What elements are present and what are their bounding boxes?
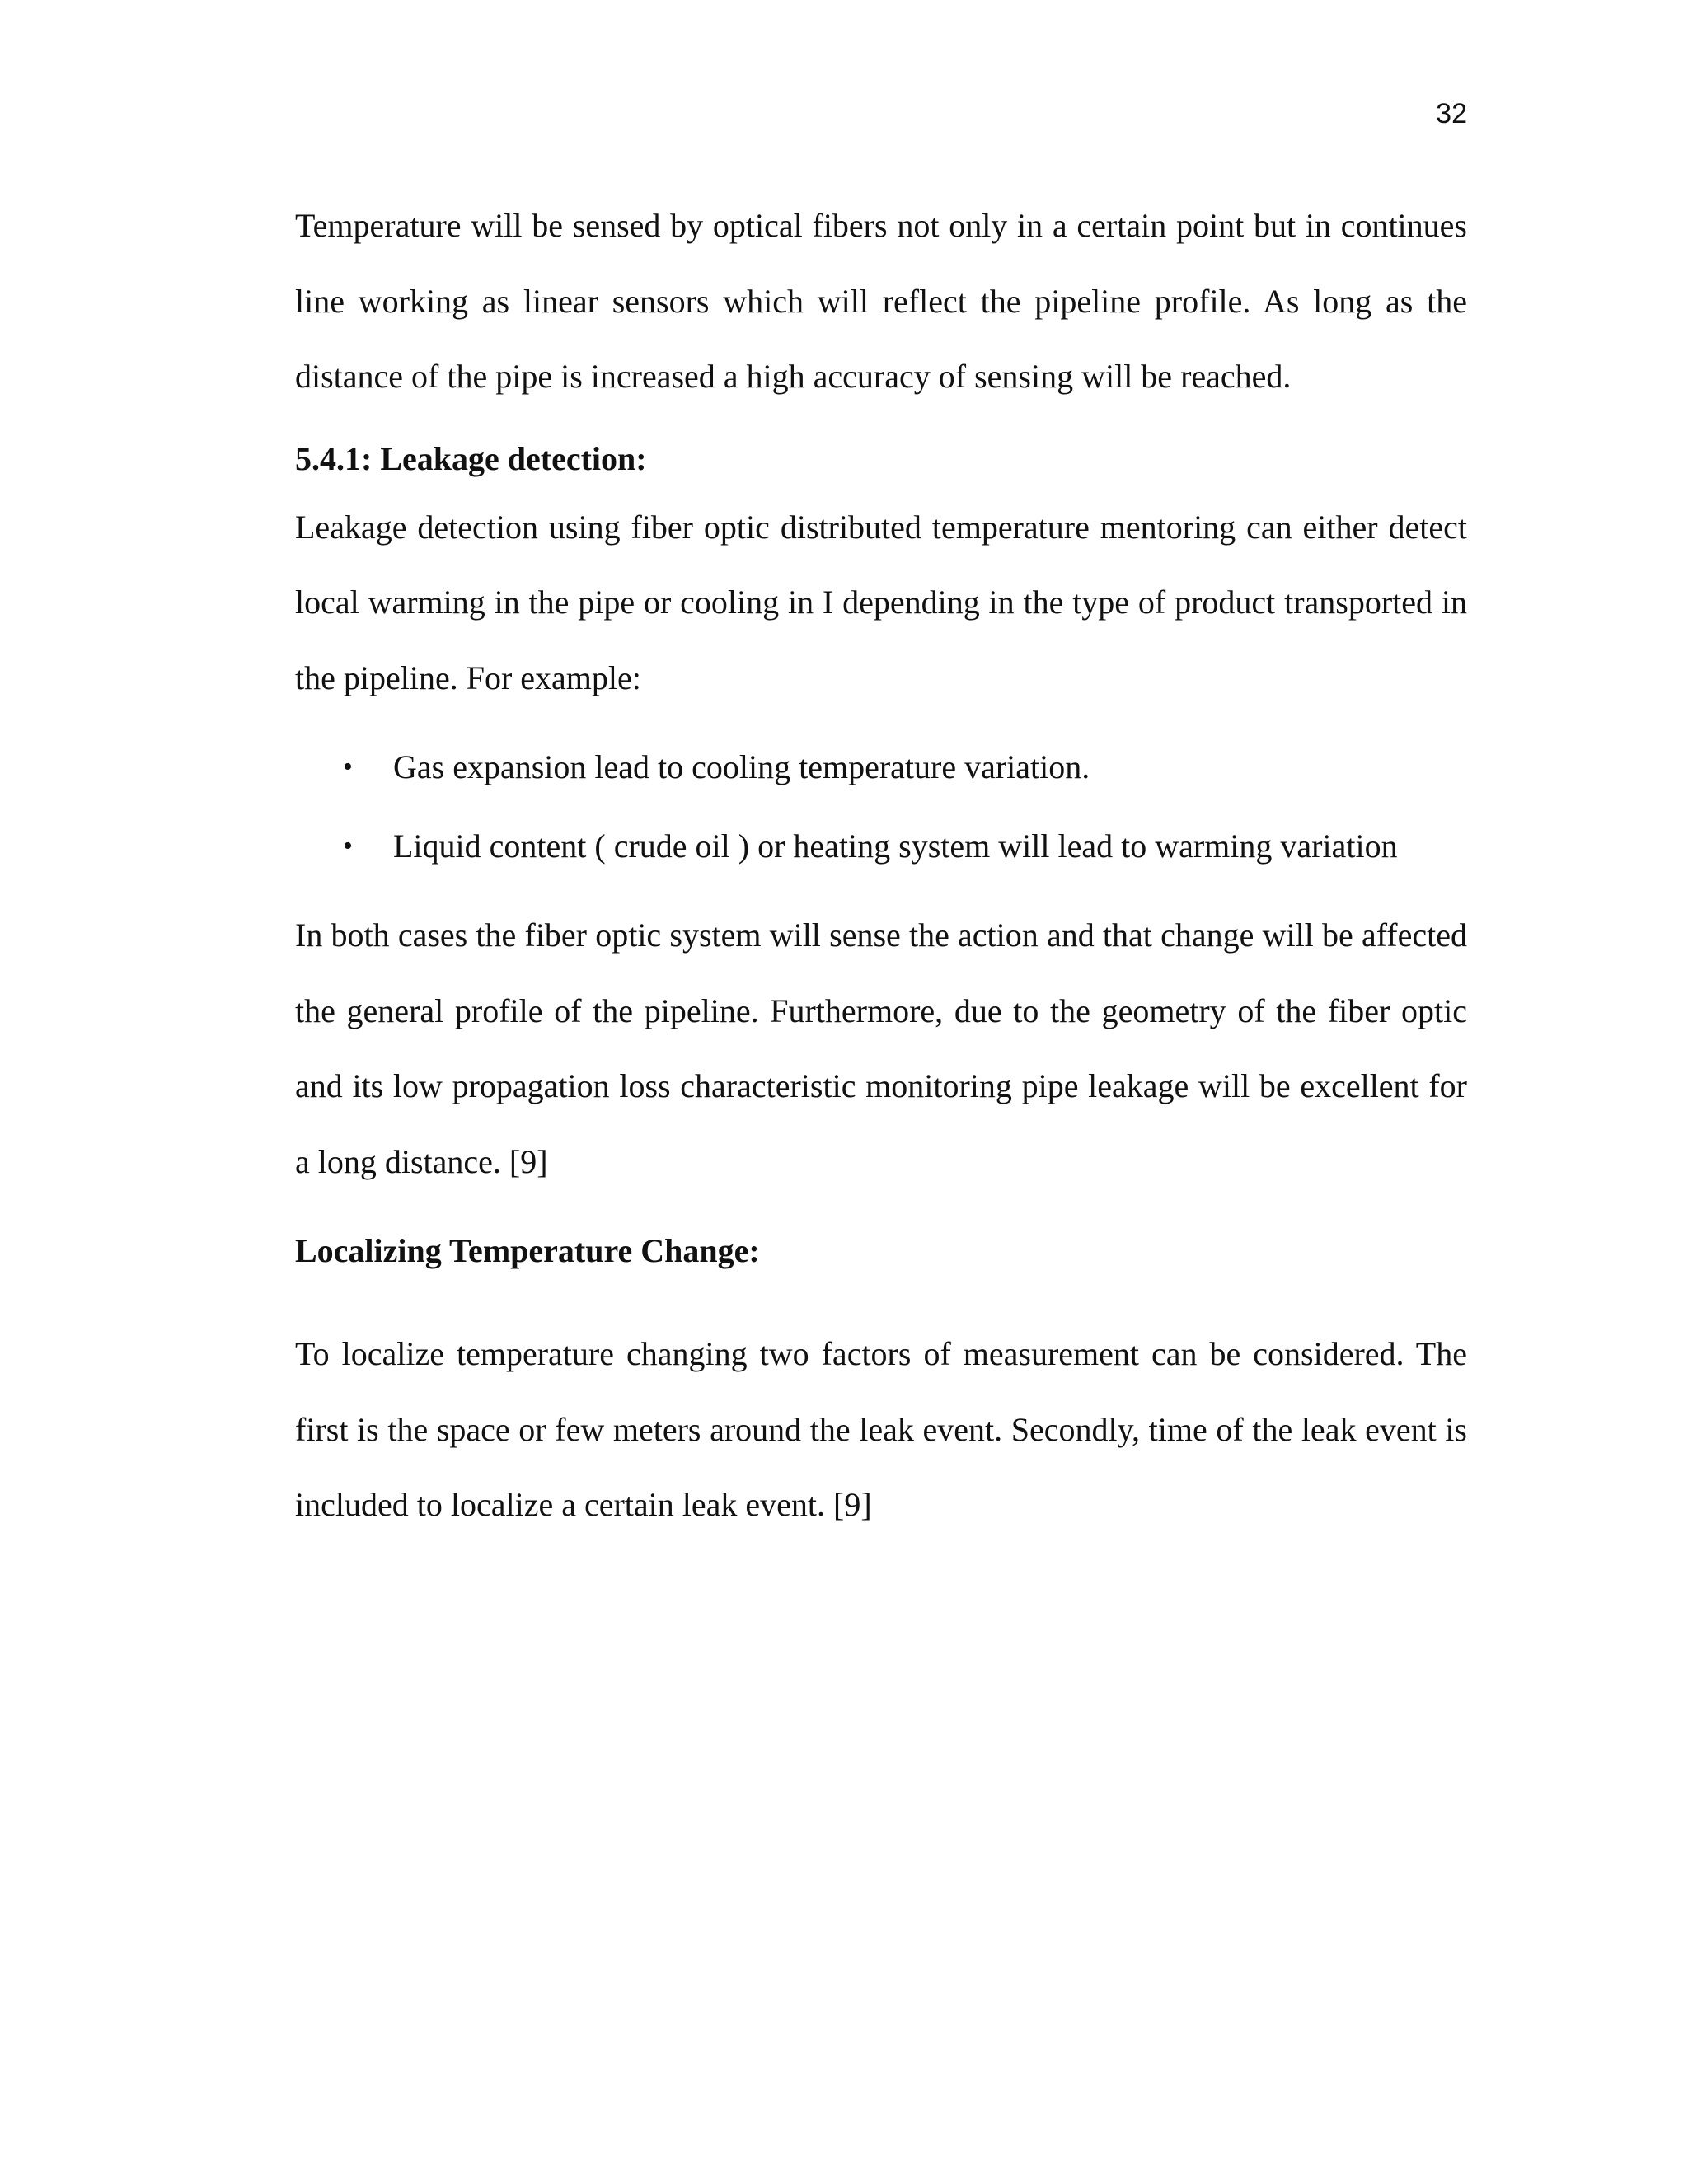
section-heading-leakage-detection: 5.4.1: Leakage detection: (295, 439, 647, 477)
bullet-text: Gas expansion lead to cooling temperature variation. (393, 748, 1090, 785)
bullet-text: Liquid content ( crude oil ) or heating system will lead to warming variation (393, 827, 1398, 865)
page-content (295, 188, 1467, 1543)
leakage-intro-paragraph: Leakage detection using fiber optic distributed temperature mentoring can either detect local warming in the pipe or cooling in I depending in the type of product transported in the pipeline. For example: (295, 508, 1467, 696)
bullet-item-gas-expansion (295, 747, 1467, 788)
localize-paragraph: To localize temperature changing two factors of measurement can be considered. The first is the space or few meters around the leak event. Secondly, time of the leak event is included to localize a certain leak event. [9] (295, 1335, 1467, 1523)
intro-paragraph: Temperature will be sensed by optical fibers not only in a certain point but in continues line working as linear sensors which will reflect the pipeline profile. As long as the distance of the pipe is increased a high accuracy of sensing will be reached. (295, 207, 1467, 395)
example-bullet-list (295, 747, 1467, 867)
bullet-marker: • (343, 831, 353, 861)
page-number: 32 (1436, 98, 1467, 129)
bullet-item-liquid-content (295, 826, 1467, 867)
section-heading-localizing: Localizing Temperature Change: (295, 1232, 760, 1269)
both-cases-paragraph: In both cases the fiber optic system will sense the action and that change will be affected the general profile of the pipeline. Furthermore, due to the geometry of the fiber optic and its low propagation loss characteristic monitoring pipe leakage will be excellent for a long distance. [9] (295, 916, 1467, 1180)
bullet-marker: • (343, 752, 353, 782)
